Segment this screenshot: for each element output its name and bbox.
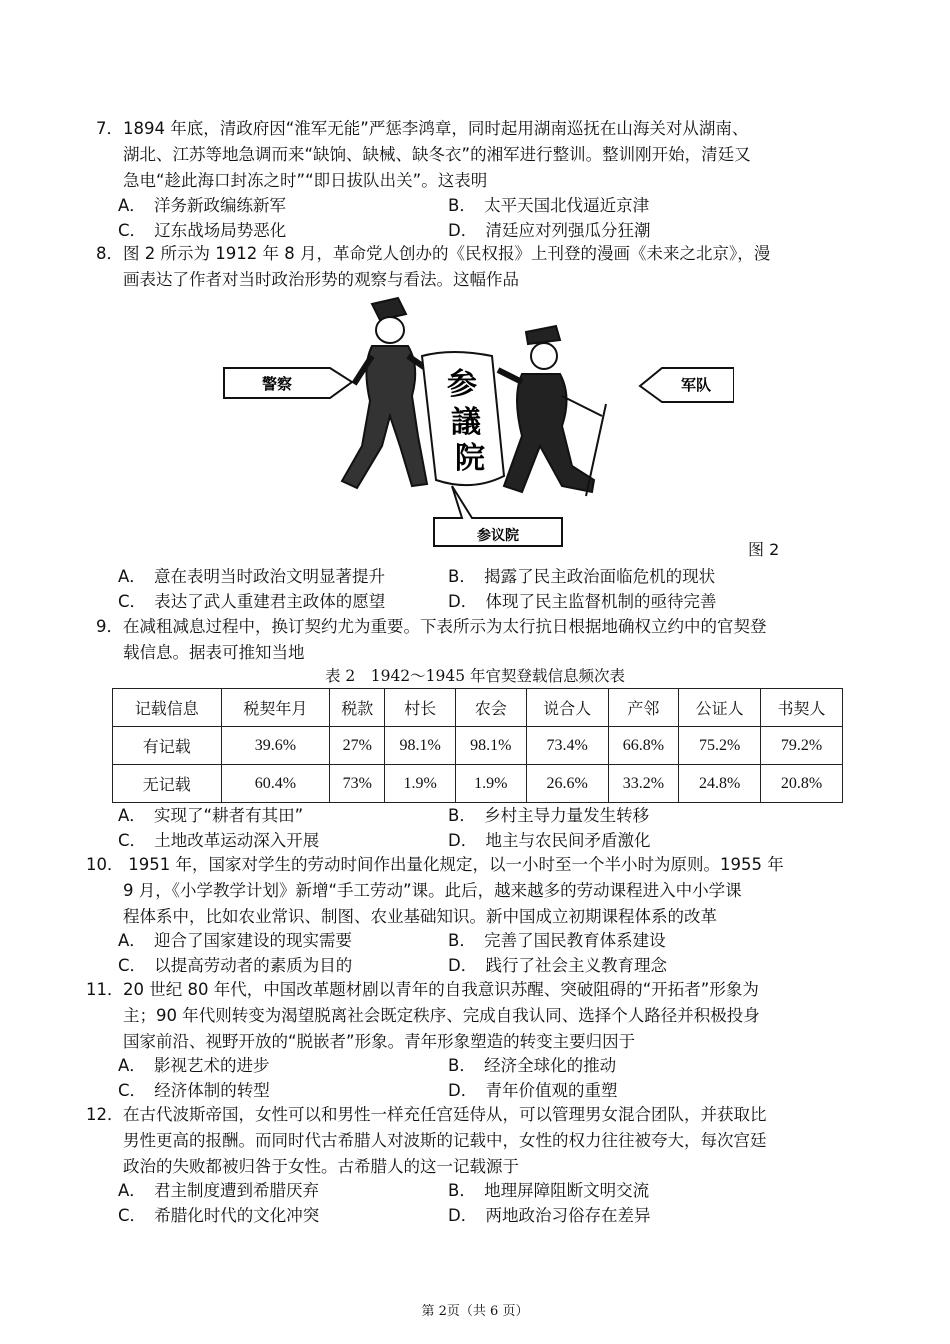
question-text: 主；90 年代则转变为渴望脱离社会既定秩序、完成自我认同、选择个人路径并积极投身 bbox=[123, 1006, 760, 1025]
question-text: 在古代波斯帝国，女性可以和男性一样充任宫廷侍从，可以管理男女混合团队，并获取比 bbox=[123, 1105, 767, 1124]
frequency-table bbox=[112, 688, 843, 803]
option-d: D． 体现了民主监督机制的亟待完善 bbox=[448, 592, 717, 611]
table-header: 产邻 bbox=[608, 689, 679, 727]
option-a: A． 影视艺术的进步 bbox=[118, 1056, 270, 1075]
option-d: D． 青年价值观的重塑 bbox=[448, 1081, 618, 1100]
option-a: A． 君主制度遭到希腊厌弃 bbox=[118, 1181, 320, 1200]
question-8 bbox=[86, 241, 876, 293]
question-number: 10． bbox=[86, 855, 124, 874]
question-text: 载信息。据表可推知当地 bbox=[123, 643, 305, 662]
table-header: 公证人 bbox=[679, 689, 761, 727]
cartoon-figure bbox=[222, 296, 734, 548]
table-cell: 20.8% bbox=[761, 765, 843, 803]
option-c: C． 希腊化时代的文化冲突 bbox=[118, 1206, 320, 1225]
table-header-row bbox=[113, 689, 843, 727]
question-text: 在减租减息过程中，换订契约尤为重要。下表所示为太行抗日根据地确权立约中的官契登 bbox=[123, 617, 767, 636]
question-number: 12． bbox=[86, 1105, 124, 1124]
table-header: 税契年月 bbox=[221, 689, 330, 727]
option-d: D． 地主与农民间矛盾激化 bbox=[448, 831, 651, 850]
option-b: B． 经济全球化的推动 bbox=[448, 1056, 617, 1075]
question-11-options bbox=[118, 1053, 878, 1103]
senate-label: 参议院 bbox=[477, 528, 519, 544]
table-cell: 33.2% bbox=[608, 765, 679, 803]
question-number: 7． bbox=[96, 119, 123, 138]
scroll-char: 院 bbox=[455, 441, 485, 476]
question-10-options bbox=[118, 928, 878, 978]
option-b: B． 乡村主导力量发生转移 bbox=[448, 806, 650, 825]
question-number: 9． bbox=[96, 617, 123, 636]
table-cell: 有记载 bbox=[113, 727, 222, 765]
question-text: 男性更高的报酬。而同时代古希腊人对波斯的记载中，女性的权力往往被夸大，每次宫廷 bbox=[123, 1131, 767, 1150]
option-c: C． 辽东战场局势恶化 bbox=[118, 221, 287, 240]
option-c: C． 经济体制的转型 bbox=[118, 1081, 270, 1100]
option-b: B． 揭露了民主政治面临危机的现状 bbox=[448, 567, 716, 586]
question-7-options bbox=[118, 193, 878, 243]
page-footer: 第 2页（共 6 页） bbox=[421, 1304, 529, 1319]
senate-callout bbox=[434, 486, 562, 546]
option-a: A． 实现了“耕者有其田” bbox=[118, 806, 304, 825]
table-cell: 73% bbox=[330, 765, 385, 803]
table-cell: 73.4% bbox=[526, 727, 608, 765]
soldier-figure bbox=[498, 326, 606, 496]
table-header: 税款 bbox=[330, 689, 385, 727]
army-label: 军队 bbox=[680, 376, 712, 394]
question-number: 8． bbox=[96, 244, 123, 263]
question-10 bbox=[86, 852, 876, 930]
option-d: D． 清廷应对列强瓜分狂潮 bbox=[448, 221, 651, 240]
question-11 bbox=[86, 977, 876, 1055]
question-text: 画表达了作者对当时政治形势的观察与看法。这幅作品 bbox=[123, 270, 519, 289]
question-number: 11． bbox=[86, 980, 124, 999]
question-text: 9 月，《小学教学计划》新增“手工劳动”课。此后，越来越多的劳动课程进入中小学课 bbox=[123, 881, 742, 900]
question-text: 程体系中，比如农业常识、制图、农业基础知识。新中国成立初期课程体系的改革 bbox=[123, 907, 717, 926]
option-c: C． 以提高劳动者的素质为目的 bbox=[118, 956, 353, 975]
question-text: 政治的失败都被归咎于女性。古希腊人的这一记载源于 bbox=[123, 1157, 519, 1176]
option-b: B． 完善了国民教育体系建设 bbox=[448, 931, 666, 950]
option-c: C． 表达了武人重建君主政体的愿望 bbox=[118, 592, 386, 611]
table-header: 村长 bbox=[385, 689, 456, 727]
table-cell: 1.9% bbox=[385, 765, 456, 803]
question-9 bbox=[86, 614, 876, 666]
table-cell: 1.9% bbox=[455, 765, 526, 803]
question-text: 图 2 所示为 1912 年 8 月，革命党人创办的《民权报》上刊登的漫画《未来之北京》，漫 bbox=[123, 244, 771, 263]
table-cell: 79.2% bbox=[761, 727, 843, 765]
option-a: A． 洋务新政编练新军 bbox=[118, 196, 287, 215]
table-cell: 98.1% bbox=[455, 727, 526, 765]
question-12-options bbox=[118, 1178, 878, 1228]
table-header: 记载信息 bbox=[113, 689, 222, 727]
option-b: B． 太平天国北伐逼近京津 bbox=[448, 196, 650, 215]
table-cell: 24.8% bbox=[679, 765, 761, 803]
option-a: A． 迎合了国家建设的现实需要 bbox=[118, 931, 353, 950]
option-b: B． 地理屏障阻断文明交流 bbox=[448, 1181, 650, 1200]
police-figure bbox=[342, 298, 437, 488]
question-text: 急电“趁此海口封冻之时”“即日拔队出关”。这表明 bbox=[123, 171, 488, 190]
table-header: 书契人 bbox=[761, 689, 843, 727]
table-row bbox=[113, 727, 843, 765]
table-cell: 26.6% bbox=[526, 765, 608, 803]
scroll-char: 参 bbox=[447, 367, 477, 402]
army-callout bbox=[640, 368, 734, 402]
option-d: D． 两地政治习俗存在差异 bbox=[448, 1206, 651, 1225]
table-caption: 表 2 1942～1945 年官契登载信息频次表 bbox=[324, 667, 626, 685]
option-d: D． 践行了社会主义教育理念 bbox=[448, 956, 667, 975]
question-text: 20 世纪 80 年代，中国改革题材剧以青年的自我意识苏醒、突破阻碍的“开拓者”形象为 bbox=[123, 980, 759, 999]
table-cell: 66.8% bbox=[608, 727, 679, 765]
figure-caption: 图 2 bbox=[748, 540, 780, 559]
table-cell: 98.1% bbox=[385, 727, 456, 765]
senate-scroll bbox=[422, 352, 504, 485]
table-cell: 39.6% bbox=[221, 727, 330, 765]
police-label: 警察 bbox=[261, 375, 293, 393]
table-header: 农会 bbox=[455, 689, 526, 727]
table-header: 说合人 bbox=[526, 689, 608, 727]
table-cell: 27% bbox=[330, 727, 385, 765]
option-a: A． 意在表明当时政治文明显著提升 bbox=[118, 567, 386, 586]
option-c: C． 土地改革运动深入开展 bbox=[118, 831, 320, 850]
table-cell: 75.2% bbox=[679, 727, 761, 765]
police-callout bbox=[224, 368, 352, 398]
table-cell: 无记载 bbox=[113, 765, 222, 803]
table-row bbox=[113, 765, 843, 803]
scroll-char: 議 bbox=[451, 405, 481, 440]
question-7 bbox=[86, 116, 876, 194]
question-12 bbox=[86, 1102, 876, 1180]
table-cell: 60.4% bbox=[221, 765, 330, 803]
question-8-options bbox=[118, 564, 878, 614]
question-text: 1951 年，国家对学生的劳动时间作出量化规定，以一小时至一个半小时为原则。1955 年 bbox=[123, 855, 784, 874]
question-text: 国家前沿、视野开放的“脱嵌者”形象。青年形象塑造的转变主要归因于 bbox=[123, 1032, 636, 1051]
question-9-options bbox=[118, 803, 878, 853]
question-text: 湖北、江苏等地急调而来“缺饷、缺械、缺冬衣”的湘军进行整训。整训刚开始，清廷又 bbox=[123, 145, 751, 164]
question-text: 1894 年底，清政府因“淮军无能”严惩李鸿章，同时起用湖南巡抚在山海关对从湖南、 bbox=[123, 119, 749, 138]
